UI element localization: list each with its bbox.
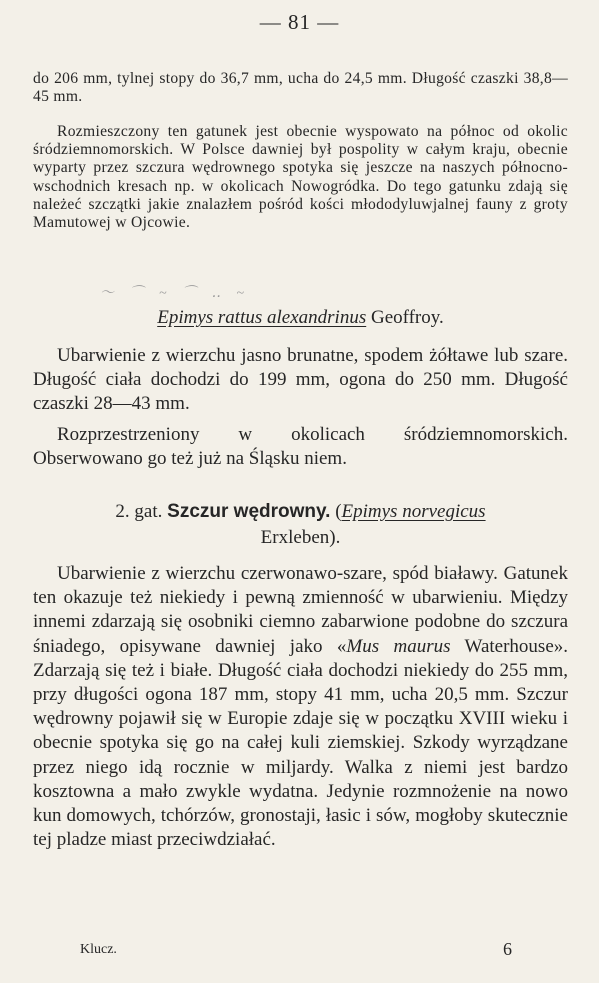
species-heading: 2. gat. Szczur wędrowny. (Epimys norvegicus Erxleben). bbox=[33, 500, 568, 550]
sheet-number: 6 bbox=[503, 939, 512, 959]
paragraph-distribution-rattus bbox=[33, 123, 568, 232]
species-number: 2. gat. bbox=[115, 501, 163, 522]
signature-mark: Klucz. bbox=[80, 942, 117, 957]
paragraph-distribution-alexandrinus bbox=[33, 423, 568, 471]
subspecies-author: Geoffroy. bbox=[370, 307, 444, 328]
page-number-header: — 81 — bbox=[259, 10, 340, 34]
paragraph-measurements bbox=[33, 70, 568, 106]
pencil-marks: 〜 ⌒ ~ ⌒ ‥ ~ bbox=[100, 286, 250, 301]
species-author: Erxleben). bbox=[260, 527, 341, 549]
paragraph-text: do 206 mm, tylnej stopy do 36,7 mm, ucha do 24,5 mm. Długość czaszki 38,8—45 mm. bbox=[33, 70, 568, 106]
paragraph-text: Ubarwienie z wierzchu czerwonawo-szare, spód białawy. Gatunek ten okazuje też niekiedy i pewną zmienność w ubarwieniu. Między innemi zdarzają się osobniki ciemno zabarwione podobne do szczura śniadego, opisywane dawniej jako «Mus maurus Waterhouse». Zdarzają się też i białe. Długość ciała dochodzi niekiedy do 255 mm, przy długości ogona 187 mm, stopy 41 mm, ucha 20,5 mm. Szczur wędrowny pojawił się w Europie zdaje się w początku XVIII wieku i obecnie spotyka się go na całej kuli ziemskiej. Szkody wyrządzane przez niego idą rocznie w miljardy. Walka z niemi jest bardzo kosztowna a mało zwykle wydatna. Jedynie rozmnożenie na nowo kun domowych, tchórzów, gronostaji, łasic i sów, mogłoby skutecznie tej pladze miast przeciwdziałać. bbox=[33, 563, 569, 851]
paragraph-coloration-alexandrinus bbox=[33, 344, 568, 417]
paragraph-text: Rozprzestrzeniony w okolicach śródziemnomorskich. Obserwowano go też już na Śląsku niem. bbox=[33, 424, 568, 470]
species-latin-name: Epimys norvegicus bbox=[341, 501, 486, 522]
paragraph-text: Ubarwienie z wierzchu jasno brunatne, spodem żółtawe lub szare. Długość ciała dochodzi do 199 mm, ogona do 250 mm. Długość czaszki 28—43 mm. bbox=[33, 345, 568, 415]
subspecies-latin-name: Epimys rattus alexandrinus bbox=[157, 307, 367, 328]
latin-name-inline: Mus maurus bbox=[346, 635, 451, 657]
subspecies-heading bbox=[33, 306, 568, 330]
species-common-name: Szczur wędrowny. bbox=[167, 501, 331, 522]
paragraph-text: Rozmieszczony ten gatunek jest obecnie wyspowato na północ od okolic śródziemnomorskich. W Polsce dawniej był pospolity w całym kraju, obecnie wyparty przez szczura wędrownego spotyka się jeszcze na naszych północno-wschodnich kresach np. w okolicach Nowogródka. Do tego gatunku zdają się należeć szczątki jakie znalazłem pośród kości młododyluwjalnej fauny z groty Mamutowej w Ojcowie. bbox=[33, 123, 568, 232]
paragraph-coloration-norvegicus bbox=[33, 562, 568, 852]
